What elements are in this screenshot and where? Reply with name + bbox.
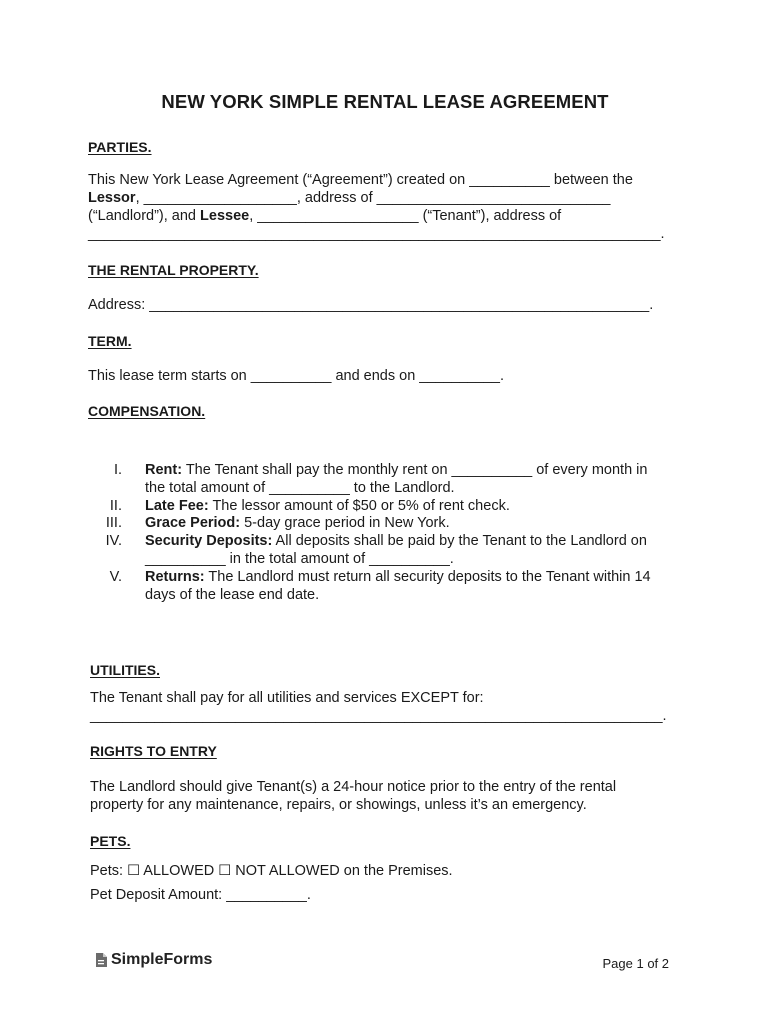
parties-line-2 <box>88 189 611 207</box>
list-item-text <box>145 497 510 515</box>
list-item-text <box>145 532 647 550</box>
list-numeral: II. <box>109 498 122 514</box>
parties-line-3 <box>88 207 561 225</box>
parties-line-3-b: , ____________________ (“Tenant”), address of <box>249 208 562 224</box>
list-item-body: 5-day grace period in New York. <box>240 515 450 531</box>
parties-heading: PARTIES. <box>88 139 152 155</box>
entry-line-2: property for any maintenance, repairs, or showings, unless it’s an emergency. <box>90 797 587 813</box>
pet-deposit-line: Pet Deposit Amount: __________. <box>90 887 311 903</box>
term-heading: TERM. <box>88 333 132 349</box>
list-numeral: I. <box>113 462 122 478</box>
simpleforms-logo <box>95 951 212 969</box>
list-item-body: The Tenant shall pay the monthly rent on __________ of every month in <box>182 462 648 478</box>
property-address-line: Address: ______________________________________________________________. <box>88 297 654 313</box>
list-numeral: IV. <box>105 533 122 549</box>
list-item-cont-text: days of the lease end date. <box>145 587 320 603</box>
entry-line-1: The Landlord should give Tenant(s) a 24-hour notice prior to the entry of the rental <box>90 779 617 795</box>
lessor-label: Lessor <box>88 190 136 206</box>
document-title: NEW YORK SIMPLE RENTAL LEASE AGREEMENT <box>161 91 609 112</box>
pets-allowed-line: Pets: ☐ ALLOWED ☐ NOT ALLOWED on the Premises. <box>90 863 453 879</box>
list-item-label: Late Fee: <box>145 498 209 514</box>
list-item-body: The lessor amount of $50 or 5% of rent check. <box>208 498 510 514</box>
parties-line-3-a: (“Landlord”), and <box>88 208 201 224</box>
property-heading: THE RENTAL PROPERTY. <box>88 262 259 278</box>
list-item-cont-text: __________ in the total amount of __________. <box>145 551 454 567</box>
parties-line-4: _______________________________________________________________________. <box>88 226 665 242</box>
list-numeral: V. <box>109 569 122 585</box>
list-numeral: III. <box>105 515 122 531</box>
list-item-text <box>145 461 647 479</box>
utilities-line-2: _______________________________________________________________________. <box>90 708 667 724</box>
list-item-label: Security Deposits: <box>145 533 273 549</box>
list-item-body: The Landlord must return all security deposits to the Tenant within 14 <box>204 569 651 585</box>
page-number: Page 1 of 2 <box>602 956 669 971</box>
pets-heading: PETS. <box>90 833 131 849</box>
list-item-label: Grace Period: <box>145 515 241 531</box>
compensation-heading: COMPENSATION. <box>88 403 206 419</box>
parties-line-1: This New York Lease Agreement (“Agreement”) created on __________ between the <box>88 172 633 188</box>
term-line: This lease term starts on __________ and ends on __________. <box>88 368 504 384</box>
lessee-label: Lessee <box>200 208 250 224</box>
parties-line-2-rest: , ___________________, address of _____________________________ <box>135 190 611 206</box>
list-item-label: Rent: <box>145 462 183 478</box>
list-item-label: Returns: <box>145 569 205 585</box>
list-item-cont-text: the total amount of __________ to the Landlord. <box>145 480 455 496</box>
document-icon <box>95 953 107 967</box>
list-item-text <box>145 514 450 532</box>
utilities-heading: UTILITIES. <box>90 662 160 678</box>
entry-heading: RIGHTS TO ENTRY <box>90 743 217 759</box>
list-item-text <box>145 568 651 586</box>
logo-text: SimpleForms <box>111 951 213 968</box>
list-item-body: All deposits shall be paid by the Tenant to the Landlord on <box>272 533 647 549</box>
utilities-line-1: The Tenant shall pay for all utilities and services EXCEPT for: <box>90 690 484 706</box>
